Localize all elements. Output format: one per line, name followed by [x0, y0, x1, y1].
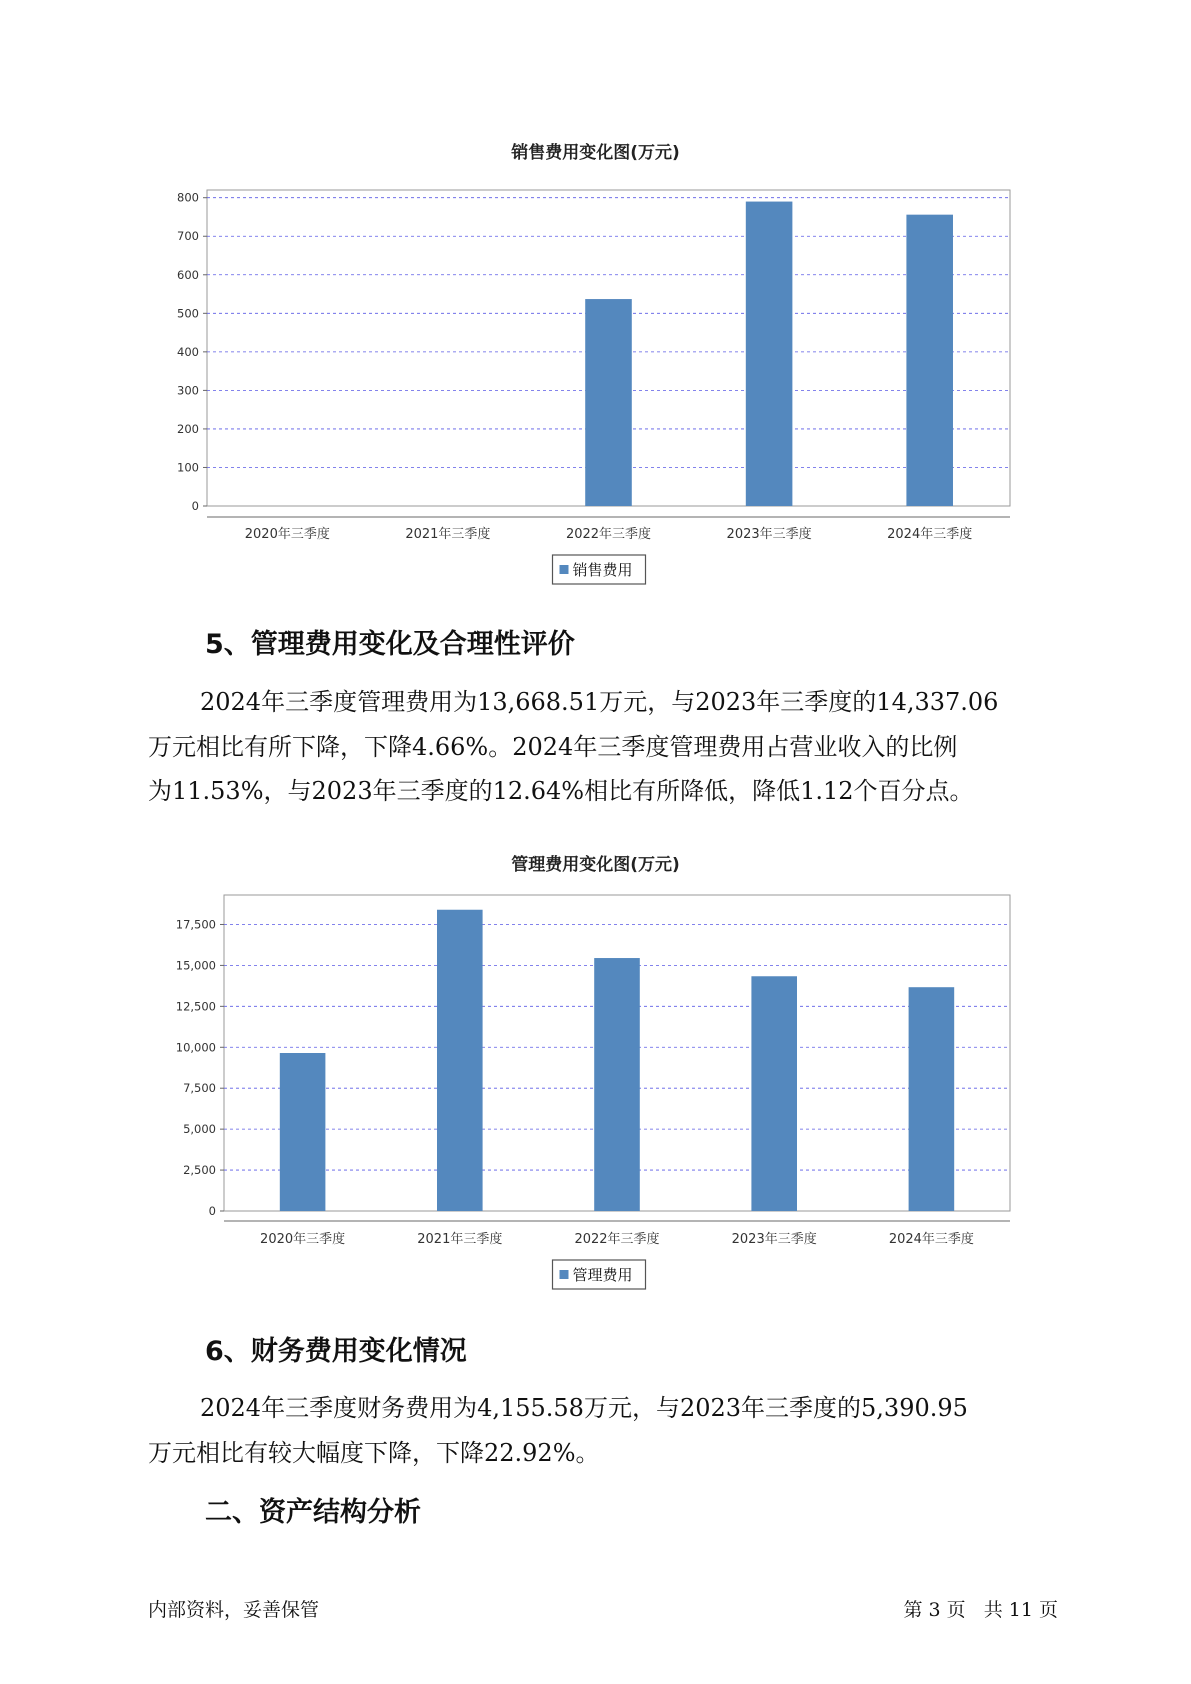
- legend-label: 销售费用: [572, 561, 633, 579]
- category-label: 2022年三季度: [565, 527, 652, 542]
- section-5-line-2: 万元相比有所下降，下降4.66%。2024年三季度管理费用占营业收入的比例: [148, 732, 958, 761]
- bar: [437, 910, 483, 1211]
- category-label: 2020年三季度: [260, 1232, 346, 1247]
- section-6-heading: 6、财务费用变化情况: [205, 1336, 467, 1367]
- y-tick-label: 5,000: [183, 1122, 216, 1137]
- legend-swatch: [560, 1270, 569, 1279]
- y-tick-label: 200: [177, 421, 199, 436]
- category-label: 2024年三季度: [888, 1232, 974, 1247]
- section-5-heading: 5、管理费用变化及合理性评价: [205, 629, 575, 660]
- category-label: 2022年三季度: [574, 1232, 660, 1247]
- bar: [751, 976, 797, 1211]
- category-label: 2021年三季度: [417, 1232, 503, 1247]
- y-tick-label: 800: [177, 190, 199, 205]
- footer-total-pages: 共 11 页: [983, 1599, 1058, 1621]
- y-tick-label: 17,500: [175, 917, 216, 932]
- category-label: 2023年三季度: [726, 527, 812, 542]
- y-tick-label: 7,500: [183, 1081, 216, 1096]
- bar: [280, 1053, 326, 1211]
- category-label: 2020年三季度: [244, 527, 330, 542]
- y-tick-label: 0: [208, 1204, 216, 1218]
- part-2-heading: 二、资产结构分析: [205, 1497, 421, 1528]
- section-6-paragraph: [148, 1386, 1078, 1475]
- section-6-line-1: 2024年三季度财务费用为4,155.58万元，与2023年三季度的5,390.95: [200, 1394, 968, 1422]
- y-tick-label: 2,500: [183, 1163, 216, 1178]
- admin-chart-title: 管理费用变化图(万元): [511, 855, 680, 875]
- footer-page-number: 第 3 页: [903, 1599, 966, 1621]
- section-5-line-1: 2024年三季度管理费用为13,668.51万元，与2023年三季度的14,337.06: [200, 688, 999, 716]
- legend-label: 管理费用: [572, 1266, 633, 1284]
- y-tick-label: 100: [177, 460, 199, 475]
- y-tick-label: 12,500: [175, 999, 216, 1014]
- bar: [594, 958, 640, 1211]
- category-label: 2024年三季度: [887, 527, 973, 542]
- y-tick-label: 15,000: [175, 958, 216, 973]
- section-6-line-2: 万元相比有较大幅度下降，下降22.92%。: [148, 1438, 600, 1467]
- footer-confidential: 内部资料，妥善保管: [148, 1599, 320, 1621]
- bar: [909, 987, 955, 1211]
- sales-chart-title: 销售费用变化图(万元): [511, 143, 680, 163]
- footer-pagination: [903, 1595, 1058, 1622]
- category-label: 2023年三季度: [731, 1232, 817, 1247]
- y-tick-label: 10,000: [175, 1040, 216, 1055]
- y-tick-label: 400: [177, 344, 199, 359]
- y-tick-label: 0: [191, 499, 199, 513]
- section-5-line-3: 为11.53%，与2023年三季度的12.64%相比有所降低，降低1.12个百分点。: [148, 777, 974, 805]
- y-tick-label: 600: [177, 267, 199, 282]
- y-tick-label: 700: [177, 229, 199, 244]
- y-tick-label: 500: [177, 306, 199, 321]
- y-tick-label: 300: [177, 383, 199, 398]
- category-label: 2021年三季度: [405, 527, 491, 542]
